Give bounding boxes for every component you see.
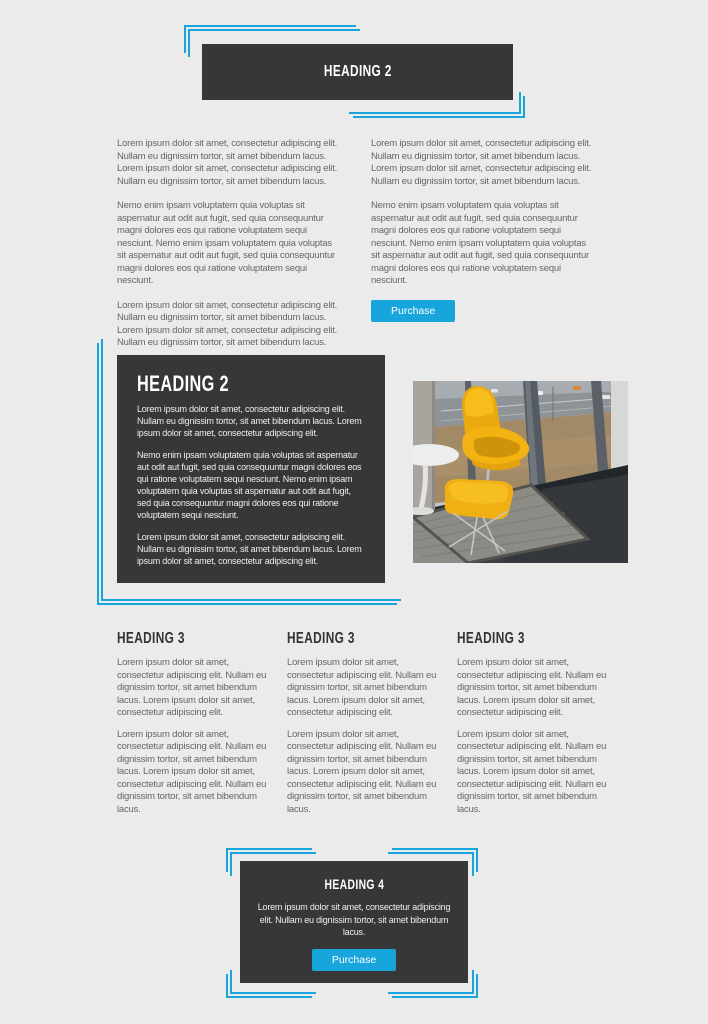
banner-heading: HEADING 2 [323,63,392,80]
banner [202,44,513,100]
intro-paragraph: Lorem ipsum dolor sit amet, consectetur adipiscing elit. Nullam eu dignissim tortor, sit amet bibendum lacus. Lorem ipsum dolor sit amet, consectetur adipiscing elit. Nullam eu dignissim tortor, sit amet bibendum lacus. [371,138,592,187]
purchase-button[interactable]: Purchase [312,949,396,972]
yellow-chair-photo [413,381,628,563]
cta-box [240,861,468,983]
column-paragraph: Lorem ipsum dolor sit amet, consectetur adipiscing elit. Nullam eu dignissim tortor, sit amet bibendum lacus. Lorem ipsum dolor sit amet, consectetur adipiscing elit. Nullam eu dignissim tortor, sit amet bibendum lacus. [117,728,267,815]
purchase-button[interactable]: Purchase [371,300,455,323]
column-paragraph: Lorem ipsum dolor sit amet, consectetur adipiscing elit. Nullam eu dignissim tortor, sit amet bibendum lacus. Lorem ipsum dolor sit amet, consectetur adipiscing elit. [457,657,607,718]
column-1 [117,630,269,816]
intro-paragraph: Lorem ipsum dolor sit amet, consectetur adipiscing elit. Nullam eu dignissim tortor, sit amet bibendum lacus. Lorem ipsum dolor sit amet, consectetur adipiscing elit. Nullam eu dignissim tortor, sit amet bibendum lacus. [117,299,338,348]
column-paragraph: Lorem ipsum dolor sit amet, consectetur adipiscing elit. Nullam eu dignissim tortor, sit amet bibendum lacus. Lorem ipsum dolor sit amet, consectetur adipiscing elit. Nullam eu dignissim tortor, sit amet bibendum lacus. [457,728,607,815]
column-heading: HEADING 3 [287,630,355,647]
column-heading: HEADING 3 [457,630,525,647]
feature-paragraph: Lorem ipsum dolor sit amet, consectetur adipiscing elit. Nullam eu dignissim tortor, sit amet bibendum lacus. Lorem ipsum dolor sit amet, consectetur adipiscing elit. [137,404,362,438]
column-paragraph: Lorem ipsum dolor sit amet, consectetur adipiscing elit. Nullam eu dignissim tortor, sit amet bibendum lacus. Lorem ipsum dolor sit amet, consectetur adipiscing elit. Nullam eu dignissim tortor, sit amet bibendum lacus. [287,728,437,815]
feature-paragraph: Nemo enim ipsam voluptatem quia voluptas sit aspernatur aut odit aut fugit, sed quia consequuntur magni dolores eos qui ratione voluptatem sequi nesciunt. Nemo enim ipsam voluptatem quia voluptas sit aspernatur aut odit aut fugit, sed quia consequuntur magni dolores eos qui ratione voluptatem sequi nesciunt. [137,450,362,520]
column-paragraph: Lorem ipsum dolor sit amet, consectetur adipiscing elit. Nullam eu dignissim tortor, sit amet bibendum lacus. Lorem ipsum dolor sit amet, consectetur adipiscing elit. [117,657,267,718]
intro-left-column [117,138,341,362]
feature-heading: HEADING 2 [137,371,229,396]
feature-box [117,355,385,583]
column-heading: HEADING 3 [117,630,185,647]
feature-paragraph: Lorem ipsum dolor sit amet, consectetur adipiscing elit. Nullam eu dignissim tortor, sit amet bibendum lacus. Lorem ipsum dolor sit amet, consectetur adipiscing elit. [137,532,362,566]
intro-paragraph: Lorem ipsum dolor sit amet, consectetur adipiscing elit. Nullam eu dignissim tortor, sit amet bibendum lacus. Lorem ipsum dolor sit amet, consectetur adipiscing elit. Nullam eu dignissim tortor, sit amet bibendum lacus. [117,138,338,187]
column-paragraph: Lorem ipsum dolor sit amet, consectetur adipiscing elit. Nullam eu dignissim tortor, sit amet bibendum lacus. Lorem ipsum dolor sit amet, consectetur adipiscing elit. [287,657,437,718]
cta-heading: HEADING 4 [324,876,384,892]
column-2 [287,630,439,816]
intro-paragraph: Nemo enim ipsam voluptatem quia voluptas sit aspernatur aut odit aut fugit, sed quia consequuntur magni dolores eos qui ratione voluptatem sequi nesciunt. Nemo enim ipsam voluptatem quia voluptas sit aspernatur aut odit aut fugit, sed quia consequuntur magni dolores eos qui ratione voluptatem sequi nesciunt. [371,200,590,286]
intro-paragraph: Nemo enim ipsam voluptatem quia voluptas sit aspernatur aut odit aut fugit, sed quia consequuntur magni dolores eos qui ratione voluptatem sequi nesciunt. Nemo enim ipsam voluptatem quia voluptas sit aspernatur aut odit aut fugit, sed quia consequuntur magni dolores eos qui ratione voluptatem sequi nesciunt. [117,200,336,286]
cta-text: Lorem ipsum dolor sit amet, consectetur adipiscing elit. Nullam eu dignissim tortor, sit amet bibendum lacus. [257,902,451,937]
column-3 [457,630,609,816]
intro-right-column [371,138,595,322]
